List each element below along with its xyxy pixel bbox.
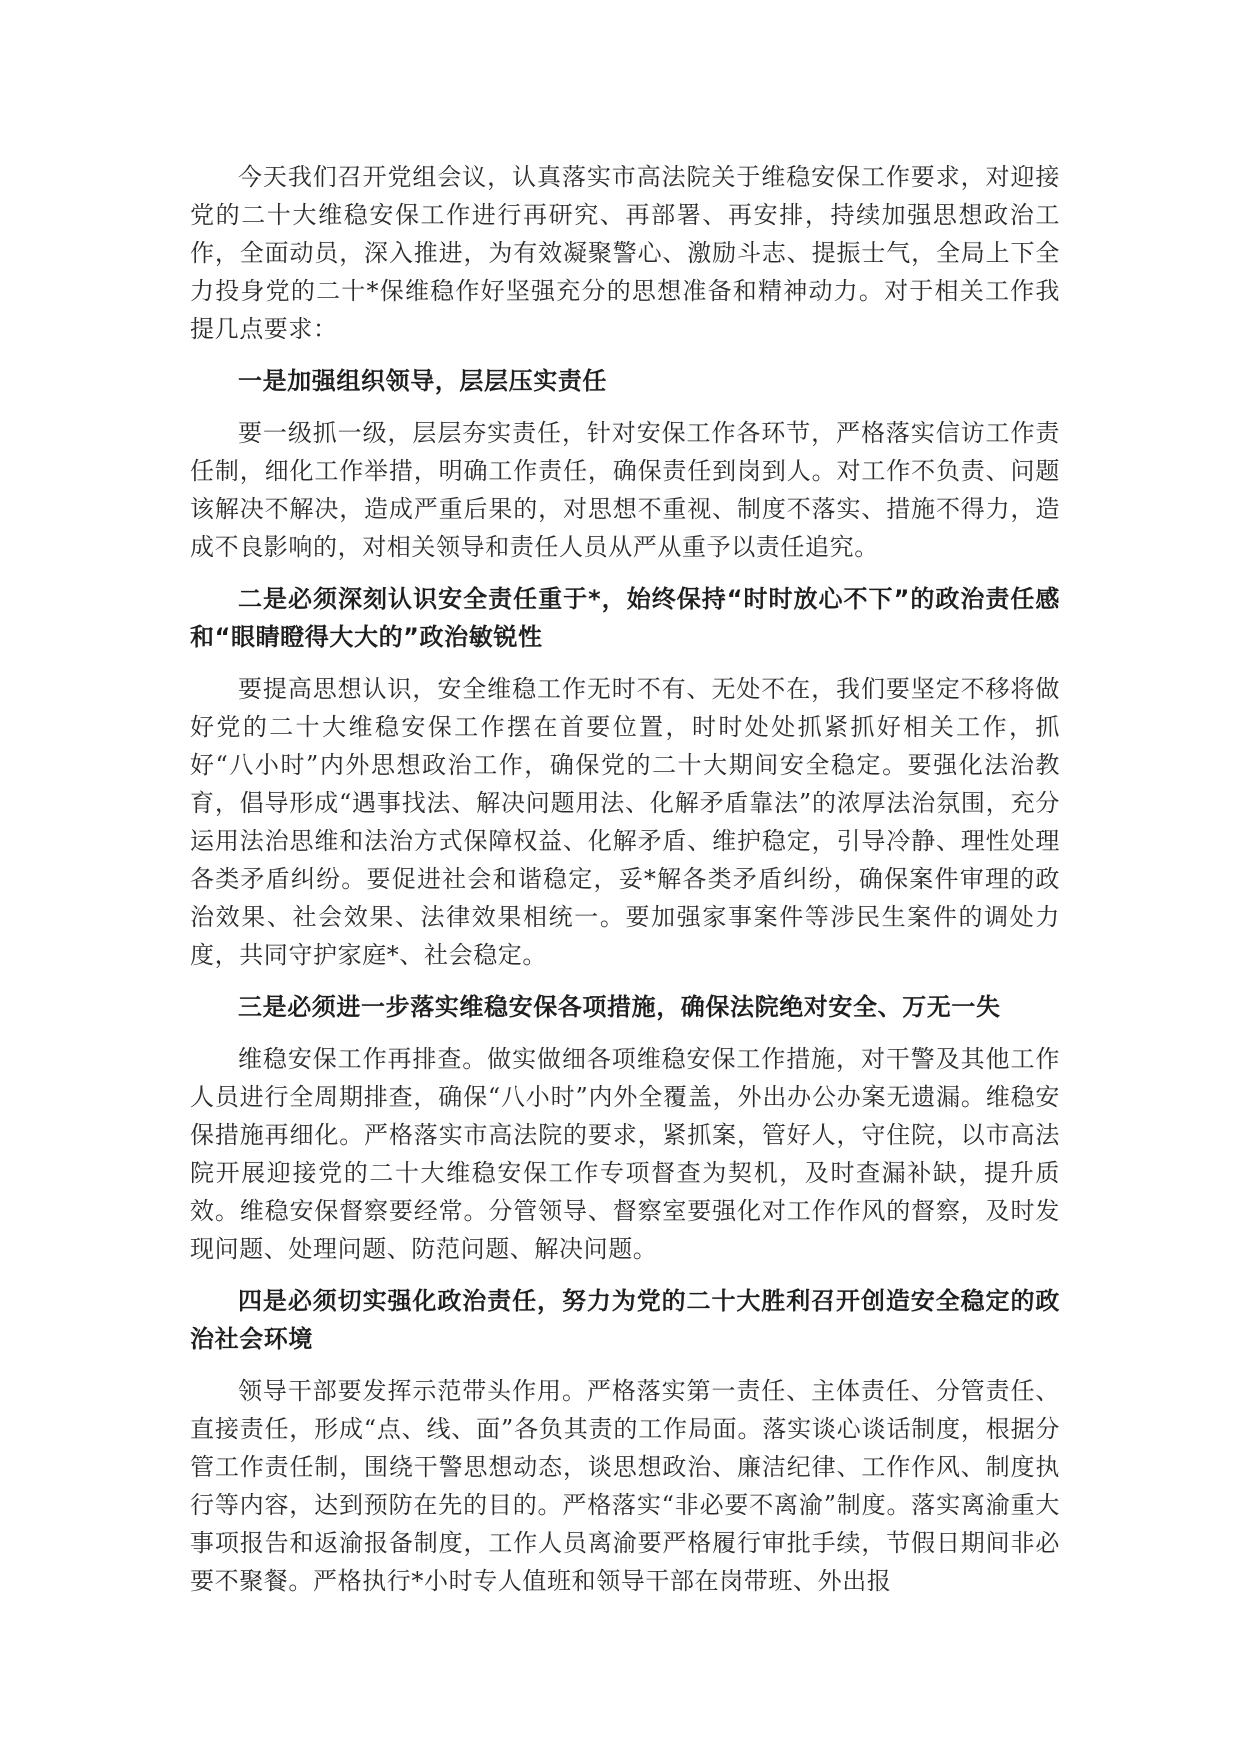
section-4-body: 领导干部要发挥示范带头作用。严格落实第一责任、主体责任、分管责任、直接责任，形成“点、线、面”各负其责的工作局面。落实谈心谈话制度，根据分管工作责任制，围绕干警思想动态，谈思想政治、廉洁纪律、工作作风、制度执行等内容，达到预防在先的目的。严格落实“非必要不离渝”制度。落实离渝重大事项报告和返渝报备制度，工作人员离渝要严格履行审批手续，节假日期间非必要不聚餐。严格执行*小时专人值班和领导干部在岗带班、外出报 — [190, 1377, 1060, 1595]
section-3-heading: 三是必须进一步落实维稳安保各项措施，确保法院绝对安全、万无一失 — [238, 993, 1001, 1021]
section-1-heading: 一是加强组织领导，层层压实责任 — [238, 367, 607, 395]
intro-paragraph: 今天我们召开党组会议，认真落实市高法院关于维稳安保工作要求，对迎接党的二十大维稳安保工作进行再研究、再部署、再安排，持续加强思想政治工作，全面动员，深入推进，为有效凝聚警心、激励斗志、提振士气，全局上下全力投身党的二十*保维稳作好坚强充分的思想准备和精神动力。对于相关工作我提几点要求： — [190, 163, 1060, 343]
document-body — [190, 158, 1060, 1614]
section-1-body: 要一级抓一级，层层夯实责任，针对安保工作各环节，严格落实信访工作责任制，细化工作举措，明确工作责任，确保责任到岗到人。对工作不负责、问题该解决不解决，造成严重后果的，对思想不重视、制度不落实、措施不得力，造成不良影响的，对相关领导和责任人员从严从重予以责任追究。 — [190, 419, 1060, 561]
section-3-body: 维稳安保工作再排查。做实做细各项维稳安保工作措施，对干警及其他工作人员进行全周期排查，确保“八小时”内外全覆盖，外出办公办案无遗漏。维稳安保措施再细化。严格落实市高法院的要求，紧抓案，管好人，守住院，以市高法院开展迎接党的二十大维稳安保工作专项督查为契机，及时查漏补缺，提升质效。维稳安保督察要经常。分管领导、督察室要强化对工作作风的督察，及时发现问题、处理问题、防范问题、解决问题。 — [190, 1045, 1060, 1263]
section-4-heading: 四是必须切实强化政治责任，努力为党的二十大胜利召开创造安全稳定的政治社会环境 — [190, 1287, 1060, 1353]
section-2-heading: 二是必须深刻认识安全责任重于*，始终保持“时时放心不下”的政治责任感和“眼睛瞪得大大的”政治敏锐性 — [190, 585, 1060, 651]
section-2-body: 要提高思想认识，安全维稳工作无时不有、无处不在，我们要坚定不移将做好党的二十大维稳安保工作摆在首要位置，时时处处抓紧抓好相关工作，抓好“八小时”内外思想政治工作，确保党的二十大期间安全稳定。要强化法治教育，倡导形成“遇事找法、解决问题用法、化解矛盾靠法”的浓厚法治氛围，充分运用法治思维和法治方式保障权益、化解矛盾、维护稳定，引导冷静、理性处理各类矛盾纠纷。要促进社会和谐稳定，妥*解各类矛盾纠纷，确保案件审理的政治效果、社会效果、法律效果相统一。要加强家事案件等涉民生案件的调处力度，共同守护家庭*、社会稳定。 — [190, 675, 1060, 969]
